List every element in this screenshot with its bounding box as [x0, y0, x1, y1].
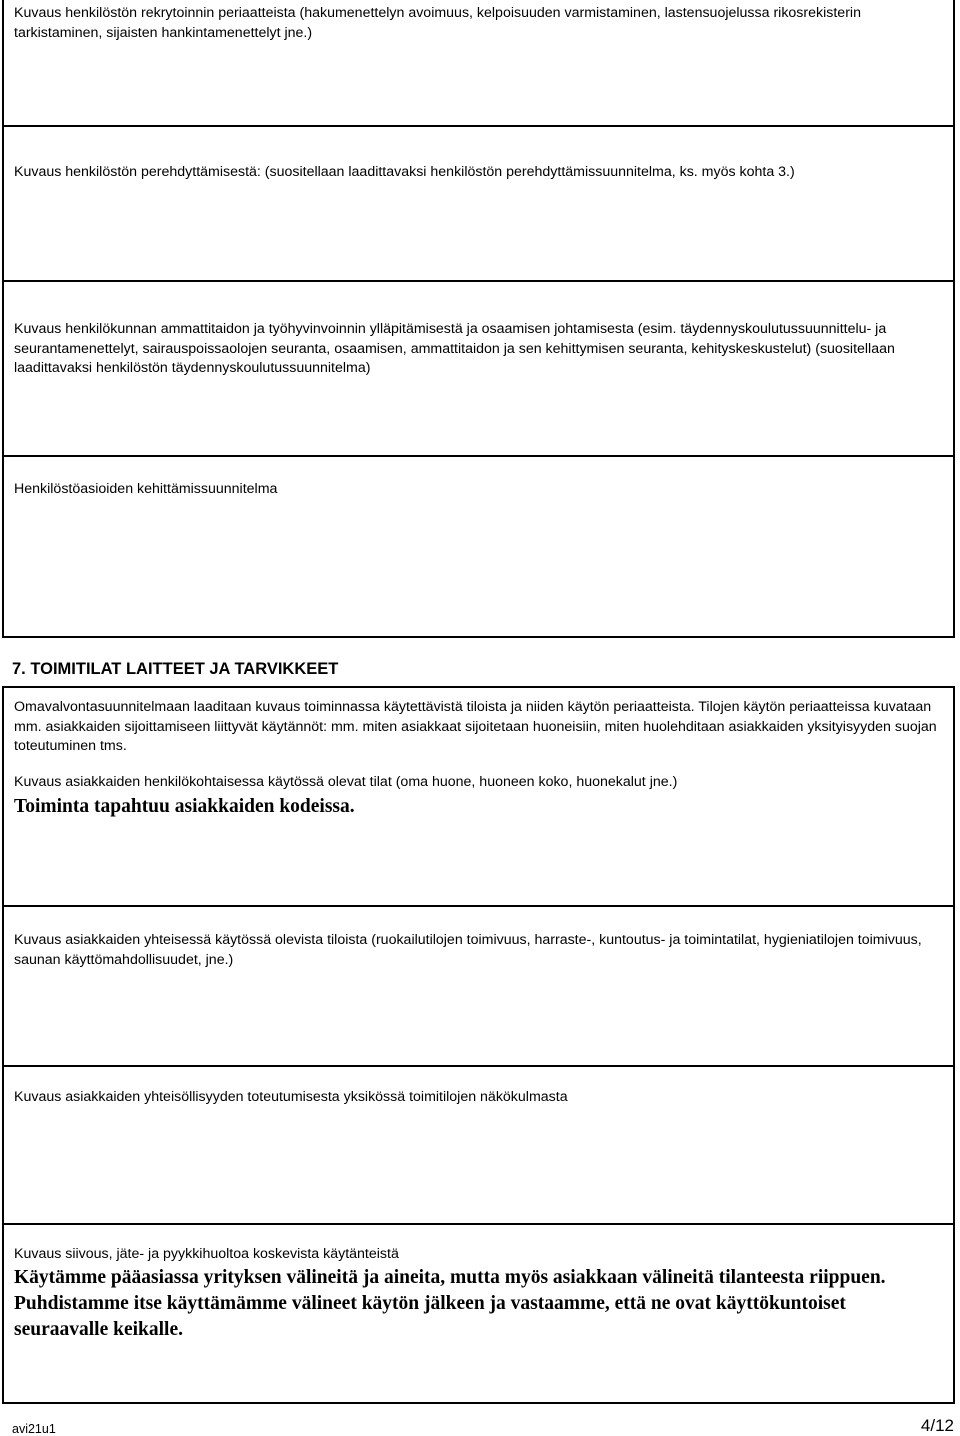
personal-spaces-answer[interactable]: Toiminta tapahtuu asiakkaiden kodeissa.: [14, 795, 355, 817]
divider: [4, 905, 953, 907]
cleaning-waste-laundry-answer[interactable]: Käytämme pääasiassa yrityksen välineitä ja aineita, mutta myös asiakkaan välineitä tilanteesta riippuen. Puhdistamme itse käyttämämme välineet käytön jälkeen ja vastaamme, että ne ovat käyttökuntoiset seuraavalle keikalle.: [14, 1266, 886, 1340]
recruitment-field[interactable]: [4, 4, 953, 43]
section-7-intro: [4, 698, 953, 757]
cleaning-waste-laundry-field[interactable]: [4, 1245, 953, 1343]
form-code: avi21u1: [12, 1422, 56, 1436]
competence-label: Kuvaus henkilökunnan ammattitaidon ja työhyvinvoinnin ylläpitämisestä ja osaamisen johtamisesta (esim. täydennyskoulutussuunnittelu- ja seurantamenettelyt, sairauspoissaolojen seuranta, osaamisen, ammattitaidon ja sen kehittymisen seuranta, kehityskeskustelut) (suositellaan laadittavaksi henkilöstön täydennyskoulutussuunnitelma): [14, 321, 895, 376]
divider: [4, 1065, 953, 1067]
divider: [4, 455, 953, 457]
divider: [4, 125, 953, 127]
prev-section-form-box: [2, 0, 955, 638]
personal-spaces-field[interactable]: [4, 773, 953, 820]
hr-development-label: Henkilöstöasioiden kehittämissuunnitelma: [14, 481, 278, 497]
cleaning-waste-laundry-label: Kuvaus siivous, jäte- ja pyykkihuoltoa koskevista käytänteistä: [14, 1246, 399, 1262]
section-7-form-box: [2, 686, 955, 1404]
section-7-intro-text: Omavalvontasuunnitelmaan laaditaan kuvaus toiminnassa käytettävistä tiloista ja niiden käytön periaatteista. Tilojen käytön periaatteissa kuvataan mm. asiakkaiden sijoittamiseen liittyvät käytännöt: mm. miten asiakkaat sijoitetaan huoneisiin, miten huolehditaan asiakkaiden yksityisyyden suojan toteutuminen tms.: [14, 699, 937, 754]
orientation-label: Kuvaus henkilöstön perehdyttämisestä: (suositellaan laadittavaksi henkilöstön perehdyttämissuunnitelma, ks. myös kohta 3.): [14, 164, 795, 180]
section-7-heading: 7. TOIMITILAT LAITTEET JA TARVIKKEET: [12, 660, 339, 678]
community-label: Kuvaus asiakkaiden yhteisöllisyyden toteutumisesta yksikössä toimitilojen näkökulmasta: [14, 1089, 568, 1105]
personal-spaces-label: Kuvaus asiakkaiden henkilökohtaisessa käytössä olevat tilat (oma huone, huoneen koko, huonekalut jne.): [14, 774, 678, 790]
page-number: 4/12: [920, 1416, 954, 1435]
shared-spaces-field[interactable]: [4, 931, 953, 970]
shared-spaces-label: Kuvaus asiakkaiden yhteisessä käytössä olevista tiloista (ruokailutilojen toimivuus, harraste-, kuntoutus- ja toimintatilat, hygieniatilojen toimivuus, saunan käyttömahdollisuudet, jne.): [14, 932, 922, 968]
recruitment-label: Kuvaus henkilöstön rekrytoinnin periaatteista (hakumenettelyn avoimuus, kelpoisuuden varmistaminen, lastensuojelussa rikosrekisterin tarkistaminen, sijaisten hankintamenettelyt jne.): [14, 5, 861, 41]
competence-field[interactable]: [4, 320, 953, 379]
community-field[interactable]: [4, 1088, 953, 1108]
divider: [4, 280, 953, 282]
hr-development-field[interactable]: [4, 480, 953, 500]
divider: [4, 1223, 953, 1225]
orientation-field[interactable]: [4, 163, 953, 183]
